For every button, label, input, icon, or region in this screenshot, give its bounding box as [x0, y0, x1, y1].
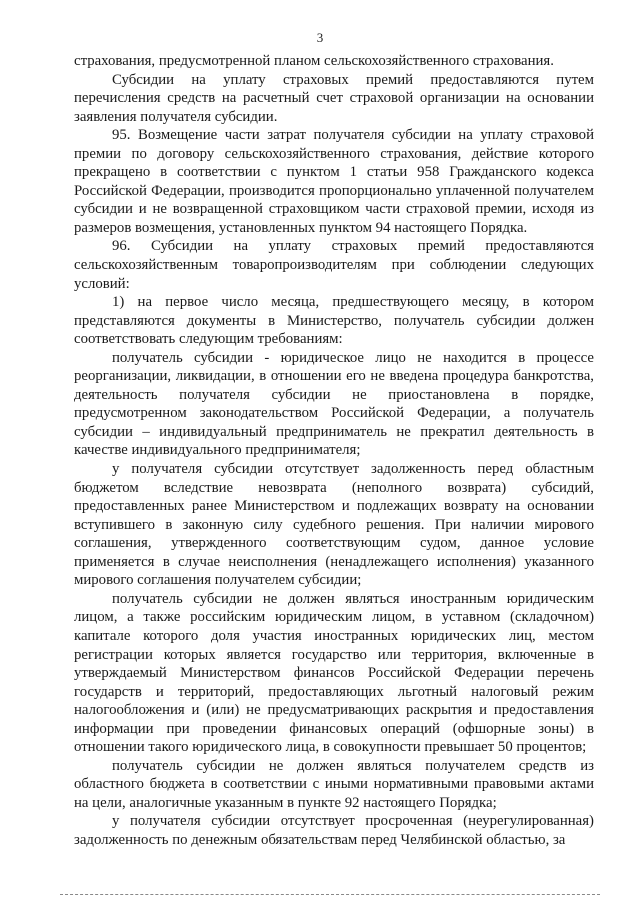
paragraph-requirement-debt-budget: у получателя субсидии отсутствует задолженность перед областным бюджетом вследствие невозврата (неполного возврата) субсидий, предоставленных ранее Министерством и подлежащих возврату на основании вступившего в законную силу судебного решения. При наличии мирового соглашения, утвержденного соответствующим судом, данное условие применяется в случае неисполнения (ненадлежащего исполнения) указанного мирового соглашения получателем субсидии; [74, 461, 594, 589]
paragraph-requirement-reorganization: получатель субсидии - юридическое лицо не находится в процессе реорганизации, ликвидации, в отношении его не введена процедура банкротства, деятельность получателя субсидии не приостановлена в порядке, предусмотренном законодательством Российской Федерации, а получатель субсидии – индивидуальный предприниматель не прекратил деятельность в качестве индивидуального предпринимателя; [74, 349, 594, 459]
paragraph-continuation: страхования, предусмотренной планом сельскохозяйственного страхования. [74, 53, 554, 69]
paragraph-subsidy-payment: Субсидии на уплату страховых премий предоставляются путем перечисления средств на расчетный счет страховой организации на основании заявления получателя субсидии. [74, 71, 594, 125]
paragraph-95: 95. Возмещение части затрат получателя субсидии на уплату страховой премии по договору сельскохозяйственного страхования, действие которого прекращено в соответствии с пунктом 1 статьи 958 Гражданского кодекса Российской Федерации, производится пропорционально уплаченной получателем субсидии и не возвращенной страховщиком части страховой премии, исходя из размеров возмещения, установленных пунктом 94 настоящего Порядка. [74, 127, 594, 236]
paragraph-requirement-overdue-debt: у получателя субсидии отсутствует просроченная (неурегулированная) задолженность по денежным обязательствам перед Челябинской областью, за [74, 813, 594, 848]
paragraph-requirement-other-acts: получатель субсидии не должен являться получателем средств из областного бюджета в соответствии с иными нормативными правовыми актами на цели, аналогичные указанным в пункте 92 настоящего Порядка; [74, 757, 594, 811]
paragraph-96: 96. Субсидии на уплату страховых премий предоставляются сельскохозяйственным товаропроизводителям при соблюдении следующих условий: [74, 238, 594, 292]
bottom-edge-line [60, 894, 600, 895]
paragraph-requirement-foreign-entity: получатель субсидии не должен являться иностранным юридическим лицом, а также российским юридическим лицом, в уставном (складочном) капитале которого доля участия иностранных юридических лиц, местом регистрации которых является государство или территория, включенные в утверждаемый Министерством финансов Российской Федерации перечень государств и территорий, предоставляющих льготный налоговый режим налогообложения и (или) не предусматривающих раскрытия и предоставления информации при проведении финансовых операций (офшорные зоны) в отношении такого юридического лица, в совокупности превышает 50 процентов; [74, 590, 594, 756]
paragraph-condition-1: 1) на первое число месяца, предшествующего месяцу, в котором представляются документы в Министерство, получатель субсидии должен соответствовать следующим требованиям: [74, 294, 594, 348]
document-body [74, 52, 594, 850]
page-number: 3 [316, 30, 324, 45]
